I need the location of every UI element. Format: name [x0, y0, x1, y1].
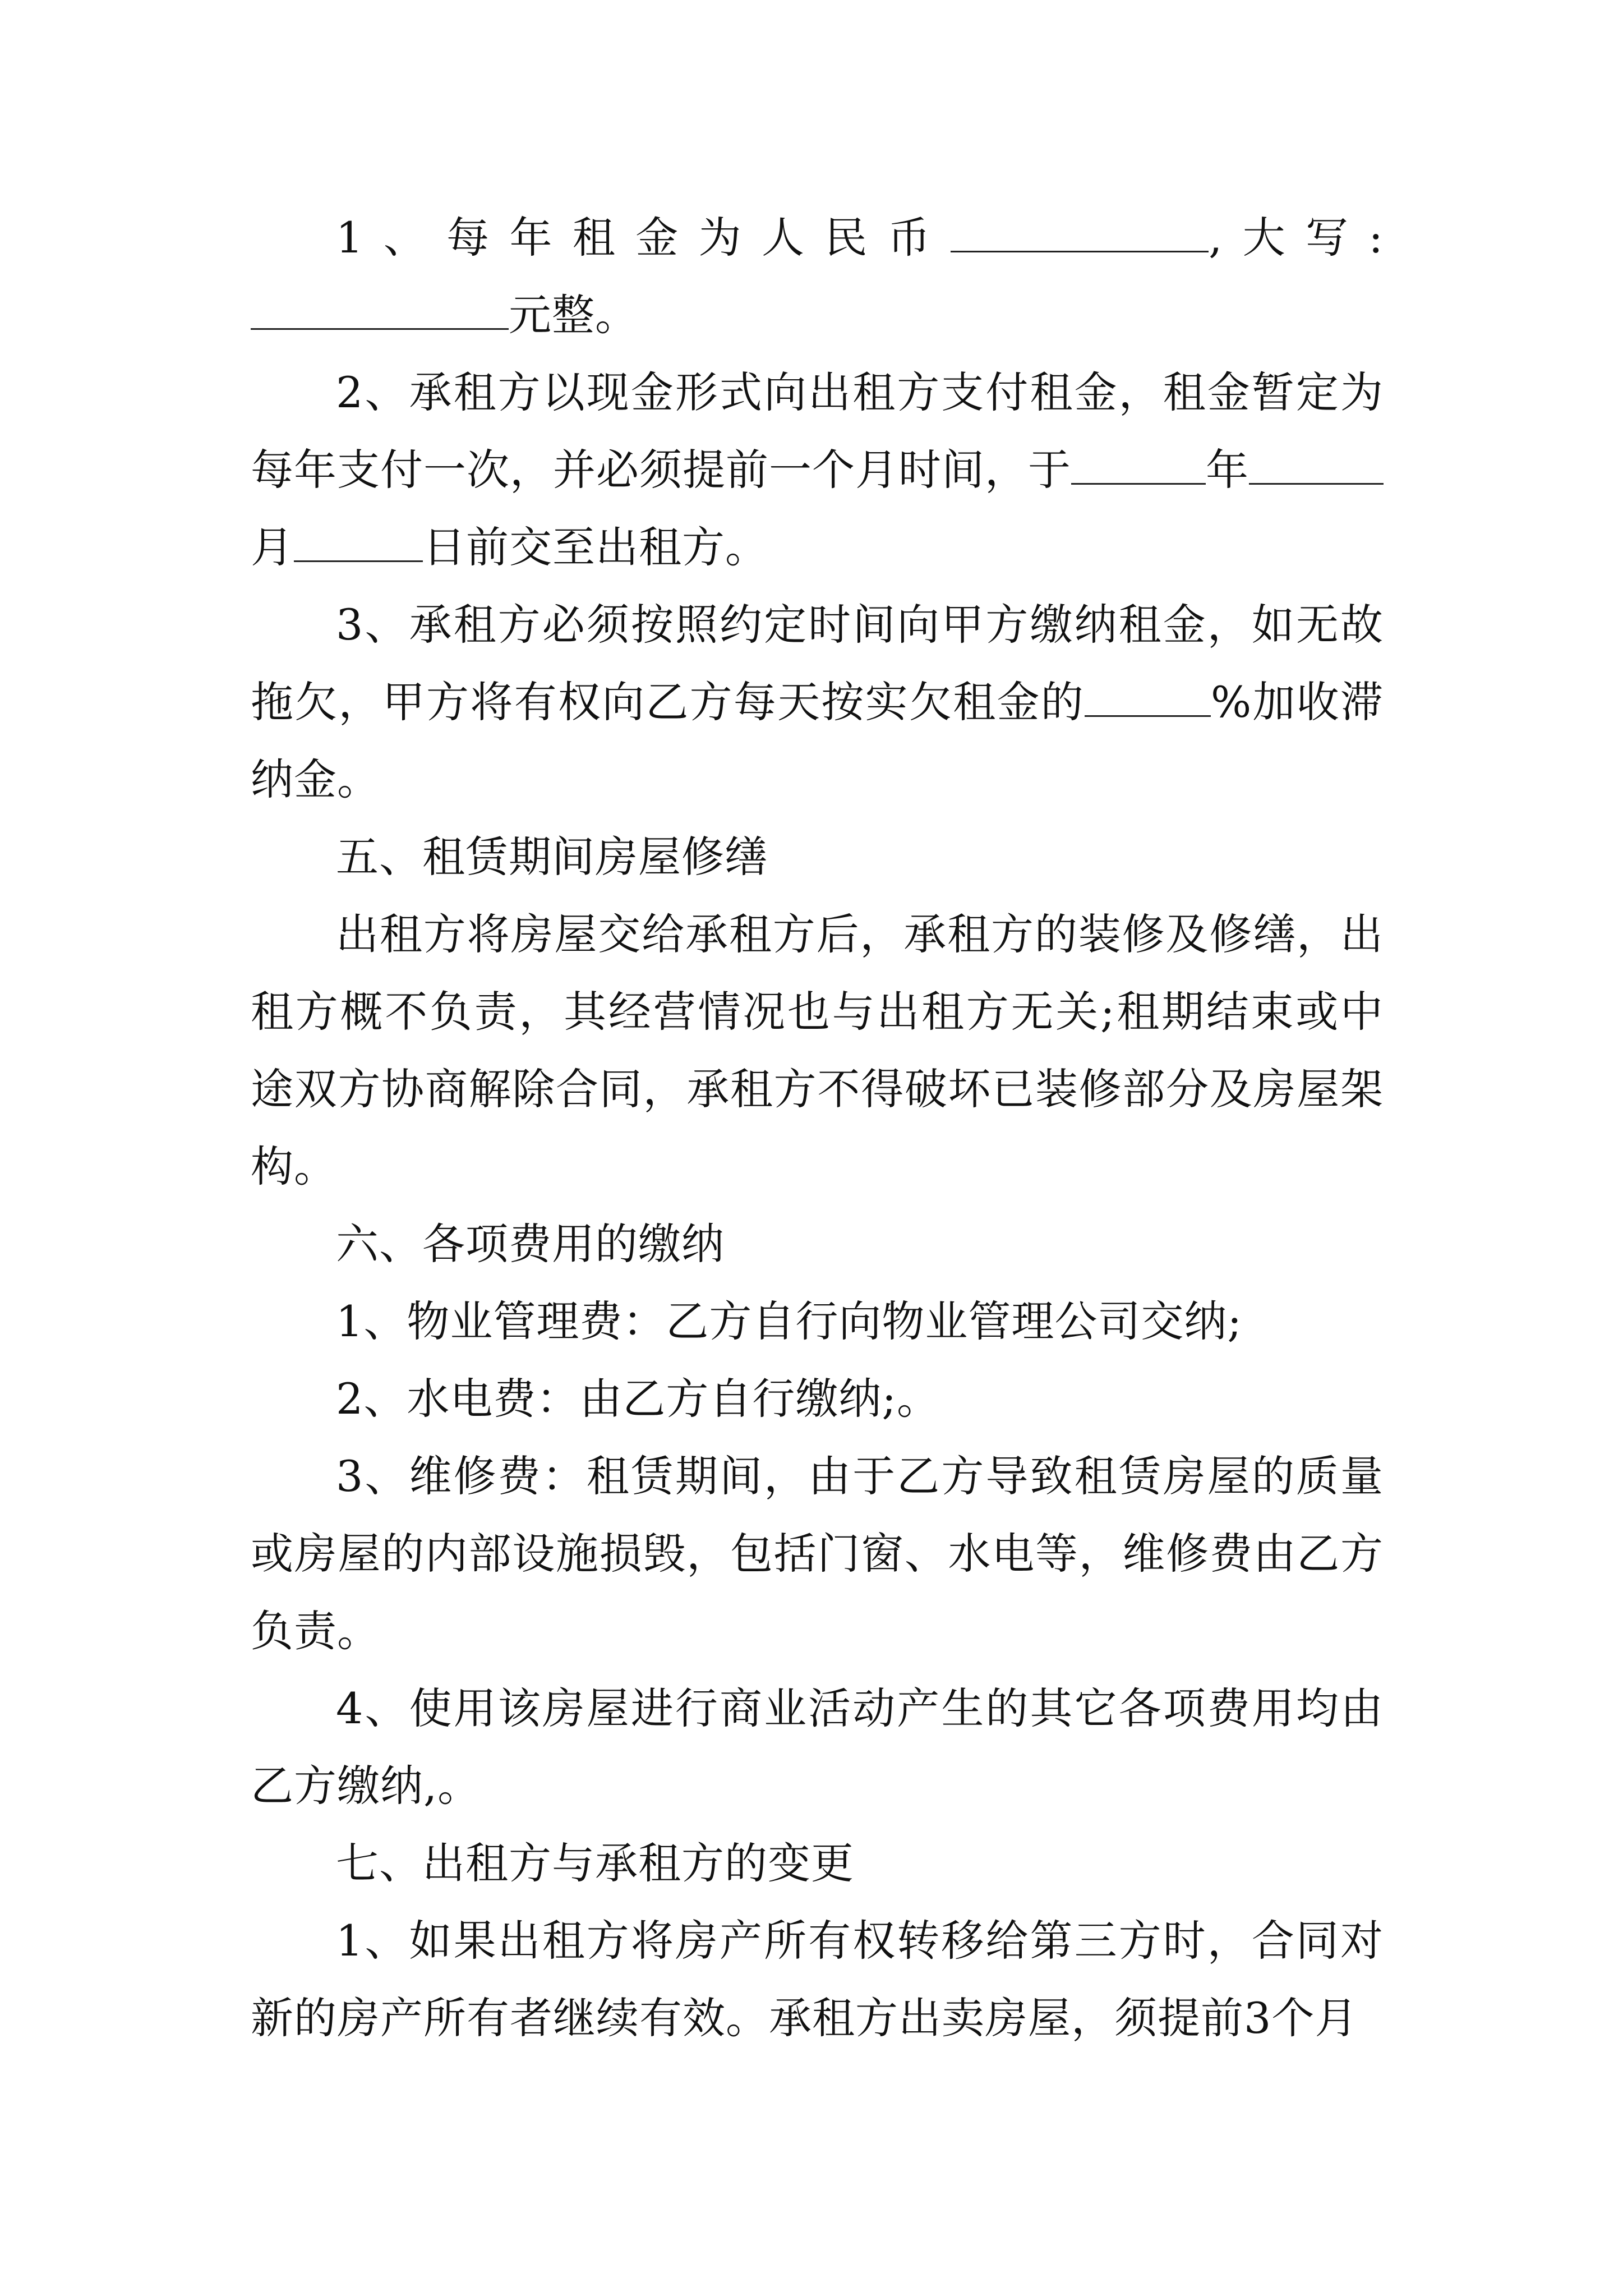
- blank-month: [1249, 444, 1384, 485]
- blank-amount-words: [251, 289, 509, 330]
- section-heading-fees: 六、各项费用的缴纳: [336, 1219, 725, 1269]
- section-heading-repairs: 五、租赁期间房屋修缮: [336, 832, 768, 882]
- paragraph-annual-rent: [251, 199, 1384, 354]
- text-segment: 日前交至出租方。: [423, 522, 768, 572]
- paragraph-property-fee: 1、物业管理费：乙方自行向物业管理公司交纳;: [336, 1296, 1242, 1346]
- text-segment: 年: [1206, 445, 1249, 495]
- paragraph-payment-method: [251, 354, 1384, 586]
- blank-percent: [1085, 676, 1211, 717]
- blank-year: [1071, 444, 1206, 485]
- section-heading-changes: 七、出租方与承租方的变更: [336, 1838, 854, 1888]
- text-segment: %加收滞纳金。: [251, 677, 1384, 804]
- text-segment: 元整。: [509, 290, 638, 340]
- text-segment: 2、承租方以现金形式向出租方支付租金，租金暂定为每年支付一次，并必须提前一个月时间，于: [251, 367, 1384, 495]
- paragraph-late-fee: [251, 586, 1384, 818]
- document-page: [251, 199, 1384, 2057]
- text-segment: 1、每年租金为人民币: [336, 213, 951, 263]
- blank-amount: [951, 211, 1209, 252]
- paragraph-other-fees: 4、使用该房屋进行商业活动产生的其它各项费用均由乙方缴纳,。: [251, 1683, 1384, 1811]
- blank-day: [294, 521, 423, 562]
- paragraph-maintenance: 3、维修费：租赁期间，由于乙方导致租赁房屋的质量或房屋的内部设施损毁，包括门窗、水电等，维修费由乙方负责。: [251, 1451, 1384, 1656]
- text-segment: 月: [251, 522, 294, 572]
- text-segment: ,大写:: [1209, 213, 1384, 263]
- paragraph-ownership-transfer: 1、如果出租方将房产所有权转移给第三方时，合同对新的房产所有者继续有效。承租方出卖房屋，须提前3个月: [251, 1916, 1384, 2043]
- paragraph-utilities: 2、水电费：由乙方自行缴纳;。: [336, 1374, 940, 1424]
- text-segment: 3、承租方必须按照约定时间向甲方缴纳租金，如无故拖欠，甲方将有权向乙方每天按实欠租金的: [251, 600, 1384, 727]
- paragraph-repairs: 出租方将房屋交给承租方后，承租方的装修及修缮，出租方概不负责，其经营情况也与出租方无关;租期结束或中途双方协商解除合同，承租方不得破坏已装修部分及房屋架构。: [251, 909, 1384, 1191]
